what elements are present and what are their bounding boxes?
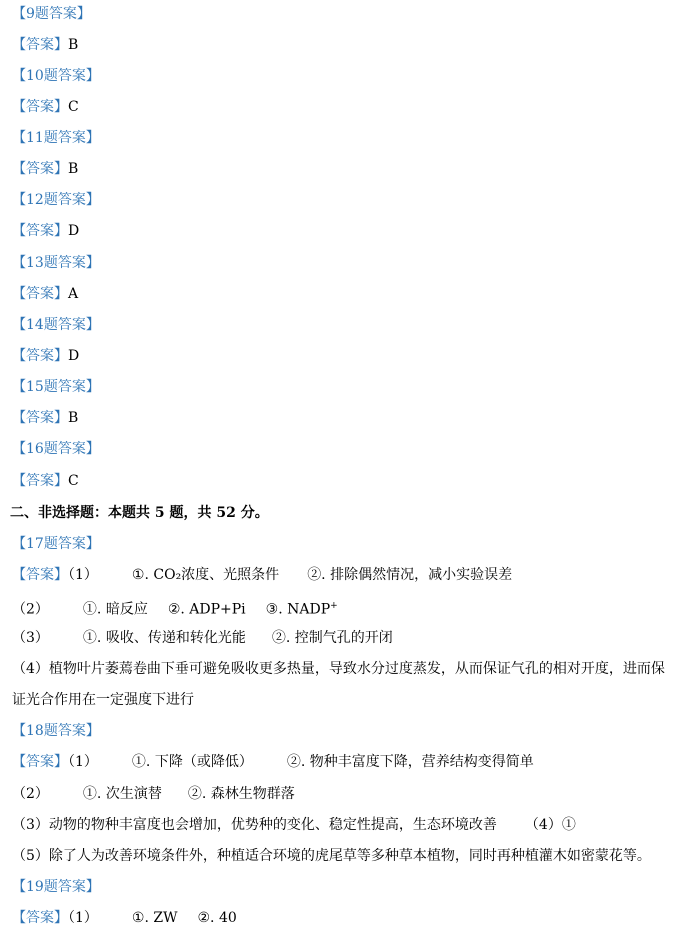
q11-answer: 【答案】B — [12, 161, 79, 177]
q17-line1: 【答案】（1） ①. CO₂浓度、光照条件 ②. 排除偶然情况，减小实验误差 — [12, 567, 513, 583]
q19-label: 【19题答案】 — [12, 879, 100, 895]
q16-answer: 【答案】C — [12, 473, 79, 489]
q10-answer: 【答案】C — [12, 99, 79, 115]
q18-line4: （5）除了人为改善环境条件外，种植适合环境的虎尾草等多种草本植物，同时再种植灌木如密蒙花等。 — [12, 848, 651, 864]
q15-answer: 【答案】B — [12, 410, 79, 426]
q18-line1: 【答案】（1） ①. 下降（或降低） ②. 物种丰富度下降，营养结构变得简单 — [12, 754, 534, 770]
q13-label: 【13题答案】 — [12, 255, 100, 271]
q9-label: 【9题答案】 — [12, 6, 91, 22]
q17-label: 【17题答案】 — [12, 536, 100, 552]
q14-label: 【14题答案】 — [12, 317, 100, 333]
q17-line3: （3） ①. 吸收、传递和转化光能 ②. 控制气孔的开闭 — [12, 630, 393, 646]
q17-line2: （2） ①. 暗反应 ②. ADP+Pi ③. NADP+ — [12, 601, 338, 618]
q18-label: 【18题答案】 — [12, 723, 100, 739]
q9-answer: 【答案】B — [12, 37, 79, 53]
section-heading: 二、非选择题：本题共 5 题，共 52 分。 — [10, 505, 269, 521]
q10-label: 【10题答案】 — [12, 68, 100, 84]
q19-line1: 【答案】（1） ①. ZW ②. 40 — [12, 910, 237, 926]
q13-answer: 【答案】A — [12, 286, 79, 302]
q12-label: 【12题答案】 — [12, 192, 100, 208]
q18-line3: （3）动物的物种丰富度也会增加，优势种的变化、稳定性提高，生态环境改善 （4）① — [12, 817, 576, 833]
q16-label: 【16题答案】 — [12, 441, 100, 457]
q18-line2: （2） ①. 次生演替 ②. 森林生物群落 — [12, 786, 295, 802]
q14-answer: 【答案】D — [12, 348, 80, 364]
q11-label: 【11题答案】 — [12, 130, 100, 146]
q15-label: 【15题答案】 — [12, 379, 100, 395]
q12-answer: 【答案】D — [12, 223, 80, 239]
q17-line5: 证光合作用在一定强度下进行 — [12, 692, 194, 708]
q17-line4: （4）植物叶片萎蔫卷曲下垂可避免吸收更多热量，导致水分过度蒸发，从而保证气孔的相对开度，进而保 — [12, 661, 665, 677]
